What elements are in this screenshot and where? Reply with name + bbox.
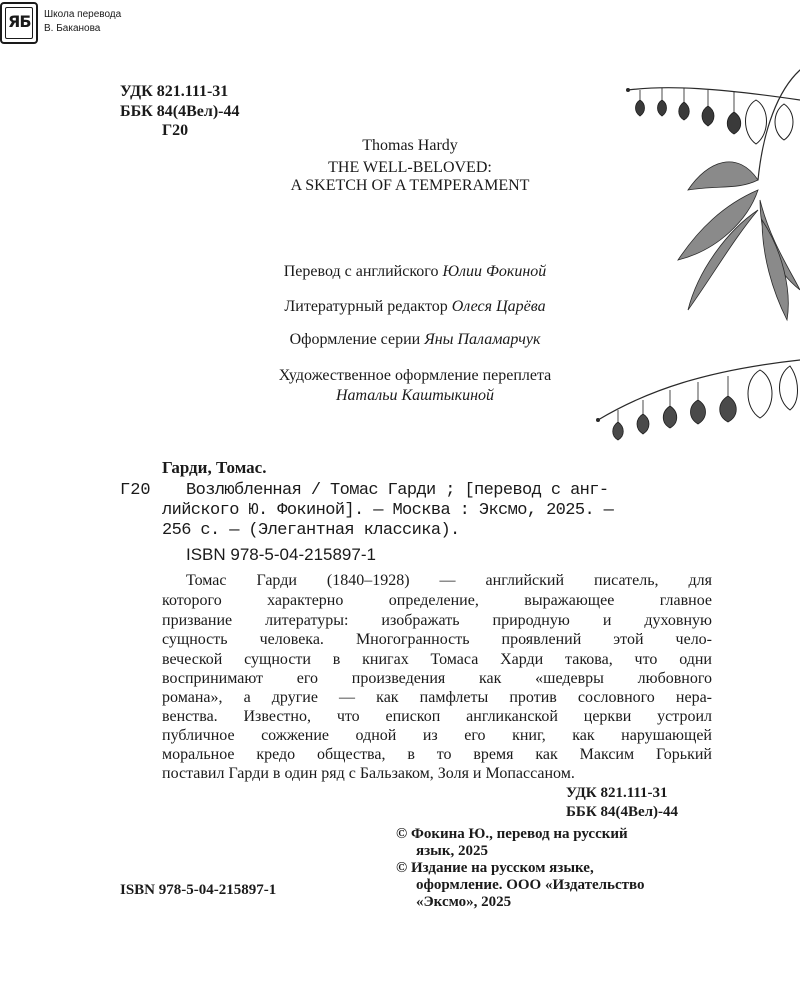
bleeding-heart-flower-icon [588, 60, 800, 480]
credit-translation-label: Перевод с английского [283, 263, 439, 280]
annotation-line: которого характерно определение, выражающее главное [162, 592, 712, 609]
annotation-line: публичное сожжение одной из его книг, как нарушающей [162, 727, 712, 744]
annotation-line: романа», а другие — как памфлеты против сословного нера- [162, 689, 712, 706]
bbk-code: ББК 84(4Вел)-44 [120, 103, 240, 120]
original-author: Thomas Hardy [362, 137, 458, 154]
translation-school-logo [0, 0, 130, 46]
logo-text-line1: Школа перевода [44, 9, 122, 20]
catalog-author-mark: Г20 [120, 481, 151, 500]
isbn-bottom: ISBN 978-5-04-215897-1 [120, 882, 277, 898]
credit-binding-name-text: Натальи Каштыкиной [335, 387, 495, 404]
catalog-isbn: ISBN 978-5-04-215897-1 [186, 545, 376, 564]
catalog-description-line: 256 с. — (Элегантная классика). [162, 521, 460, 540]
copyright-edition-cont: «Эксмо», 2025 [416, 894, 512, 910]
credit-translation-name: Юлии Фокиной [442, 263, 547, 280]
annotation-line: сущность человека. Многогранность проявлений этой чело- [162, 631, 712, 648]
copyright-translation: © Фокина Ю., перевод на русский [396, 826, 628, 842]
credit-editor-name: Олеся Царёва [451, 298, 546, 315]
catalog-author: Гарди, Томас. [162, 458, 267, 477]
logo-emblem-icon [0, 2, 38, 44]
copyright-edition: © Издание на русском языке, [396, 860, 594, 876]
udk-code: УДК 821.111-31 [120, 83, 229, 100]
annotation-line: веческой сущности в книгах Томаса Харди такова, что одни [162, 651, 712, 668]
annotation-line: венства. Известно, что епископ англиканской церкви устроил [162, 708, 712, 725]
annotation-line: Томас Гарди (1840–1928) — английский писатель, для [186, 572, 712, 589]
copyright-edition-cont: оформление. ООО «Издательство [416, 877, 645, 893]
annotation-line: призвание литературы: изображать природную и духовную [162, 612, 712, 629]
catalog-description-line: Возлюбленная / Томас Гарди ; [перевод с анг- [186, 481, 609, 500]
logo-text-line2: В. Баканова [44, 23, 101, 34]
copyright-translation-cont: язык, 2025 [416, 843, 488, 859]
credit-series-label: Оформление серии [289, 331, 421, 348]
author-mark: Г20 [162, 122, 189, 139]
udk-code-bottom: УДК 821.111-31 [566, 785, 668, 801]
annotation-line: моральное кредо общества, в то время как Максим Горький [162, 746, 712, 763]
credit-binding-label: Художественное оформление переплета [278, 367, 552, 384]
original-title-line2: A SKETCH OF A TEMPERAMENT [290, 177, 530, 194]
annotation-line: воспринимают его произведения как «шедевры любовного [162, 670, 712, 687]
bbk-code-bottom: ББК 84(4Вел)-44 [566, 804, 679, 820]
credit-series-name: Яны Паламарчук [424, 331, 541, 348]
catalog-description-line: лийского Ю. Фокиной]. — Москва : Эксмо, 2025. — [162, 501, 614, 520]
annotation-line: поставил Гарди в один ряд с Бальзаком, Золя и Мопассаном. [162, 765, 575, 782]
credit-editor-label: Литературный редактор [284, 298, 448, 315]
logo-glyph: ЯБ [8, 12, 31, 31]
original-title-line1: THE WELL-BELOVED: [328, 159, 492, 176]
